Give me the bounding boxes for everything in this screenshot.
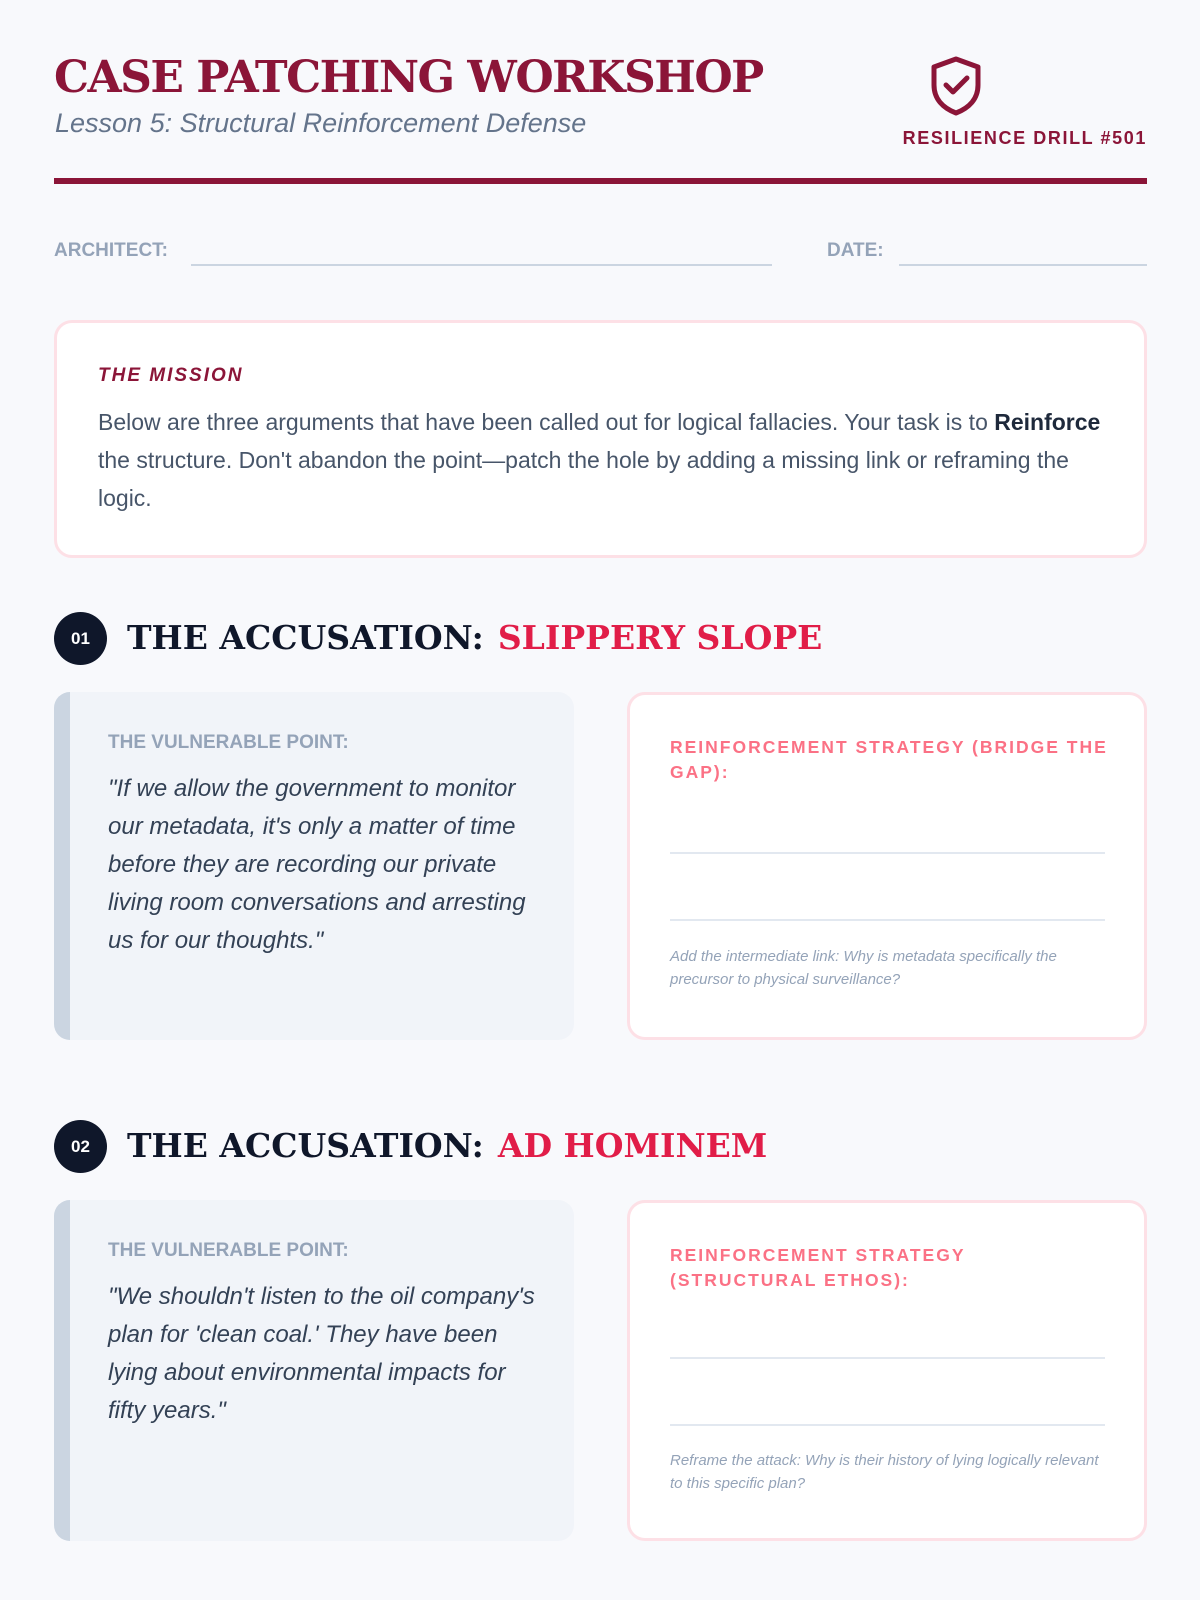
answer-line[interactable] — [670, 1357, 1105, 1359]
fallacy-name: AD HOMINEM — [497, 1126, 768, 1165]
section-number: 02 — [54, 1120, 107, 1173]
meta-fields — [54, 238, 1147, 268]
argument-quote: "If we allow the government to monitor our metadata, it's only a matter of time before they are recording our private living room conversations and arresting us for our thoughts." — [108, 775, 526, 954]
date-field[interactable] — [899, 264, 1147, 266]
header — [54, 0, 1147, 190]
vulnerable-point-card — [54, 692, 574, 1040]
mission-card — [54, 320, 1147, 558]
strategy-card — [627, 1200, 1147, 1541]
vulnerable-point-label: THE VULNERABLE POINT: — [108, 1240, 349, 1261]
fallacy-name: SLIPPERY SLOPE — [497, 618, 823, 657]
strategy-card — [627, 692, 1147, 1040]
section-number: 01 — [54, 612, 107, 665]
answer-line[interactable] — [670, 1424, 1105, 1426]
worksheet-page — [54, 0, 1147, 1492]
date-label: DATE: — [827, 240, 884, 261]
argument-quote: "We shouldn't listen to the oil company's plan for 'clean coal.' They have been lying about environmental impacts for fifty years." — [108, 1283, 535, 1424]
mission-text: Below are three arguments that have been called out for logical fallacies. Your task is to Reinforce the structure. Don't abandon the point—patch the hole by adding a missing link or reframing the logic. — [98, 409, 1101, 511]
section-title — [127, 1126, 767, 1165]
quote-accent-bar — [54, 1200, 70, 1541]
reinforce-emphasis: Reinforce — [994, 409, 1101, 435]
vulnerable-point-label: THE VULNERABLE POINT: — [108, 732, 349, 753]
shield-check-icon — [928, 54, 984, 118]
accusation-label: THE ACCUSATION: — [127, 618, 484, 657]
section-title — [127, 618, 822, 657]
strategy-label: REINFORCEMENT STRATEGY (BRIDGE THE GAP): — [670, 737, 1108, 782]
answer-line[interactable] — [670, 919, 1105, 921]
accusation-label: THE ACCUSATION: — [127, 1126, 484, 1165]
answer-line[interactable] — [670, 852, 1105, 854]
mission-heading: THE MISSION — [98, 365, 244, 386]
hint-text: Add the intermediate link: Why is metadata specifically the precursor to physical surveillance? — [670, 948, 1057, 988]
architect-label: ARCHITECT: — [54, 240, 168, 261]
vulnerable-point-card — [54, 1200, 574, 1541]
drill-badge: RESILIENCE DRILL #501 — [902, 128, 1147, 148]
quote-accent-bar — [54, 692, 70, 1040]
page-subtitle: Lesson 5: Structural Reinforcement Defense — [55, 108, 587, 138]
page-title: CASE PATCHING WORKSHOP — [54, 52, 763, 103]
strategy-label: REINFORCEMENT STRATEGY (STRUCTURAL ETHOS): — [670, 1245, 966, 1290]
hint-text: Reframe the attack: Why is their history of lying logically relevant to this specific plan? — [670, 1452, 1099, 1492]
header-divider — [54, 178, 1147, 184]
architect-field[interactable] — [191, 264, 772, 266]
